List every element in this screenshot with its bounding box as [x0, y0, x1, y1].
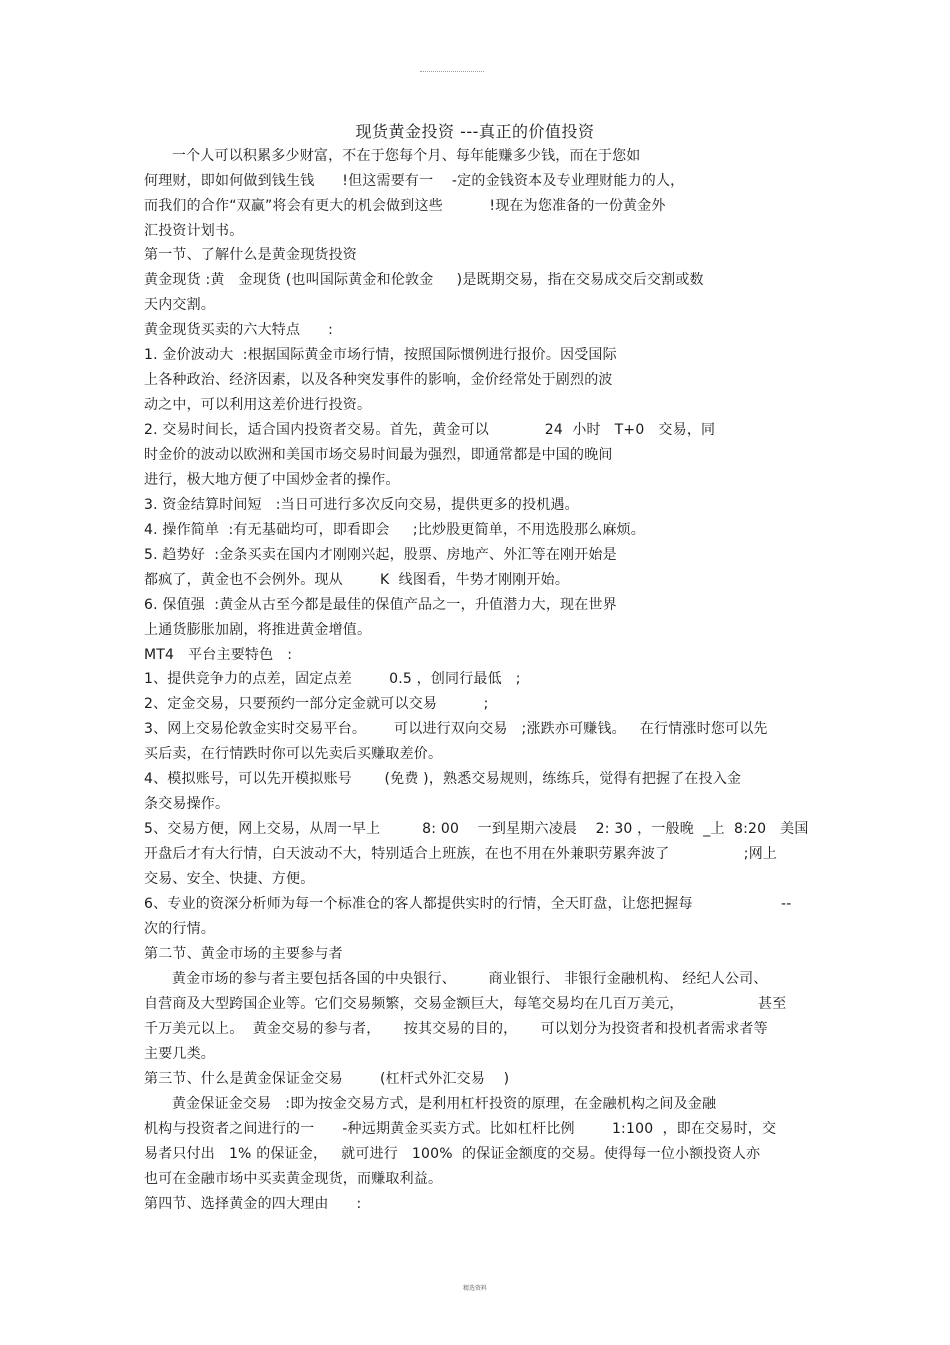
document-title: 现货黄金投资 ---真正的价值投资 [355, 122, 595, 141]
text-line: 天内交割。 [144, 297, 215, 313]
text-line: 第一节、了解什么是黄金现货投资 [144, 247, 357, 263]
text-line: 千万美元以上。 黄金交易的参与者， 按其交易的目的， 可以划分为投资者和投机者需求者等 [144, 1021, 768, 1037]
text-line: 第三节、什么是黄金保证金交易 (杠杆式外汇交易 ) [144, 1071, 510, 1087]
page-footer: 精选资料 [462, 1285, 487, 1292]
text-line: 2. 交易时间长，适合国内投资者交易。首先，黄金可以 24 小时 T+0 交易，同 [144, 422, 716, 438]
header-rule [420, 71, 484, 72]
text-line: 5、交易方便，网上交易，从周一早上 8: 00 一到星期六凌晨 2: 30 ，一般晚 _上 8:20 美国 [144, 821, 809, 837]
text-line: 4. 操作简单 :有无基础均可，即看即会 ;比炒股更简单，不用选股那么麻烦。 [144, 522, 645, 538]
text-line: 黄金市场的参与者主要包括各国的中央银行、 商业银行、 非银行金融机构、 经纪人公司、 [144, 971, 768, 987]
text-line: 第四节、选择黄金的四大理由 : [144, 1196, 362, 1212]
text-line: 条交易操作。 [144, 796, 230, 812]
text-line: 3、网上交易伦敦金实时交易平台。 可以进行双向交易 ;涨跌亦可赚钱。 在行情涨时您可以先 [144, 721, 768, 737]
text-line: 买后卖，在行情跌时你可以先卖后买赚取差价。 [144, 746, 443, 762]
text-line: 机构与投资者之间进行的一 -种远期黄金买卖方式。比如杠杆比例 1:100 ，即在交易时，交 [144, 1121, 777, 1137]
text-line: 何理财，即如何做到钱生钱 !但这需要有一 -定的金钱资本及专业理财能力的人， [144, 173, 685, 189]
text-line: 次的行情。 [144, 921, 215, 937]
text-line: 黄金现货 :黄 金现货 (也叫国际黄金和伦敦金 )是既期交易，指在交易成交后交割或数 [144, 272, 704, 288]
text-line: 开盘后才有大行情，白天波动不大，特别适合上班族，在也不用在外兼职劳累奔波了 ;网上 [144, 846, 778, 862]
text-line: 第二节、黄金市场的主要参与者 [144, 946, 343, 962]
text-line: 而我们的合作“双赢”将会有更大的机会做到这些 !现在为您准备的一份黄金外 [144, 198, 666, 214]
text-line: 交易、安全、快捷、方便。 [144, 871, 315, 887]
text-line: 汇投资计划书。 [144, 223, 244, 239]
text-line: 黄金现货买卖的六大特点 : [144, 322, 334, 338]
text-line: 都疯了，黄金也不会例外。现从 K 线图看，牛势才刚刚开始。 [144, 572, 570, 588]
text-line: 动之中，可以利用这差价进行投资。 [144, 397, 372, 413]
text-line: 2、定金交易，只要预约一部分定金就可以交易 ; [144, 696, 489, 712]
text-line: 6、专业的资深分析师为每一个标准仓的客人都提供实时的行情，全天盯盘，让您把握每 -- [144, 896, 792, 912]
text-line: 自营商及大型跨国企业等。它们交易频繁，交易金额巨大，每笔交易均在几百万美元， 甚至 [144, 996, 787, 1012]
text-line: 1. 金价波动大 :根据国际黄金市场行情，按照国际惯例进行报价。因受国际 [144, 347, 617, 363]
text-line: 一个人可以积累多少财富，不在于您每个月、每年能赚多少钱，而在于您如 [144, 148, 641, 164]
text-line: 易者只付出 1% 的保证金， 就可进行 100% 的保证金额度的交易。使得每一位小额投资人亦 [144, 1146, 761, 1162]
text-line: 上通货膨胀加剧，将推进黄金增值。 [144, 622, 372, 638]
text-line: MT4 平台主要特色 : [144, 647, 293, 663]
text-line: 也可在金融市场中买卖黄金现货，而赚取利益。 [144, 1171, 443, 1187]
text-line: 1、提供竞争力的点差，固定点差 0.5 ，创同行最低 ; [144, 671, 521, 687]
text-line: 5. 趋势好 :金条买卖在国内才刚刚兴起，股票、房地产、外汇等在刚开始是 [144, 547, 617, 563]
text-line: 黄金保证金交易 :即为按金交易方式，是利用杠杆投资的原理，在金融机构之间及金融 [144, 1096, 717, 1112]
text-line: 时金价的波动以欧洲和美国市场交易时间最为强烈，即通常都是中国的晚间 [144, 447, 613, 463]
text-line: 主要几类。 [144, 1046, 215, 1062]
text-line: 上各种政治、经济因素，以及各种突发事件的影响，金价经常处于剧烈的波 [144, 372, 613, 388]
text-line: 3. 资金结算时间短 :当日可进行多次反向交易，提供更多的投机遇。 [144, 497, 579, 513]
text-line: 进行，极大地方便了中国炒金者的操作。 [144, 472, 400, 488]
text-line: 6. 保值强 :黄金从古至今都是最佳的保值产品之一，升值潜力大，现在世界 [144, 597, 617, 613]
text-line: 4、模拟账号，可以先开模拟账号 (免费 )，熟悉交易规则，练练兵，觉得有把握了在投入金 [144, 771, 742, 787]
